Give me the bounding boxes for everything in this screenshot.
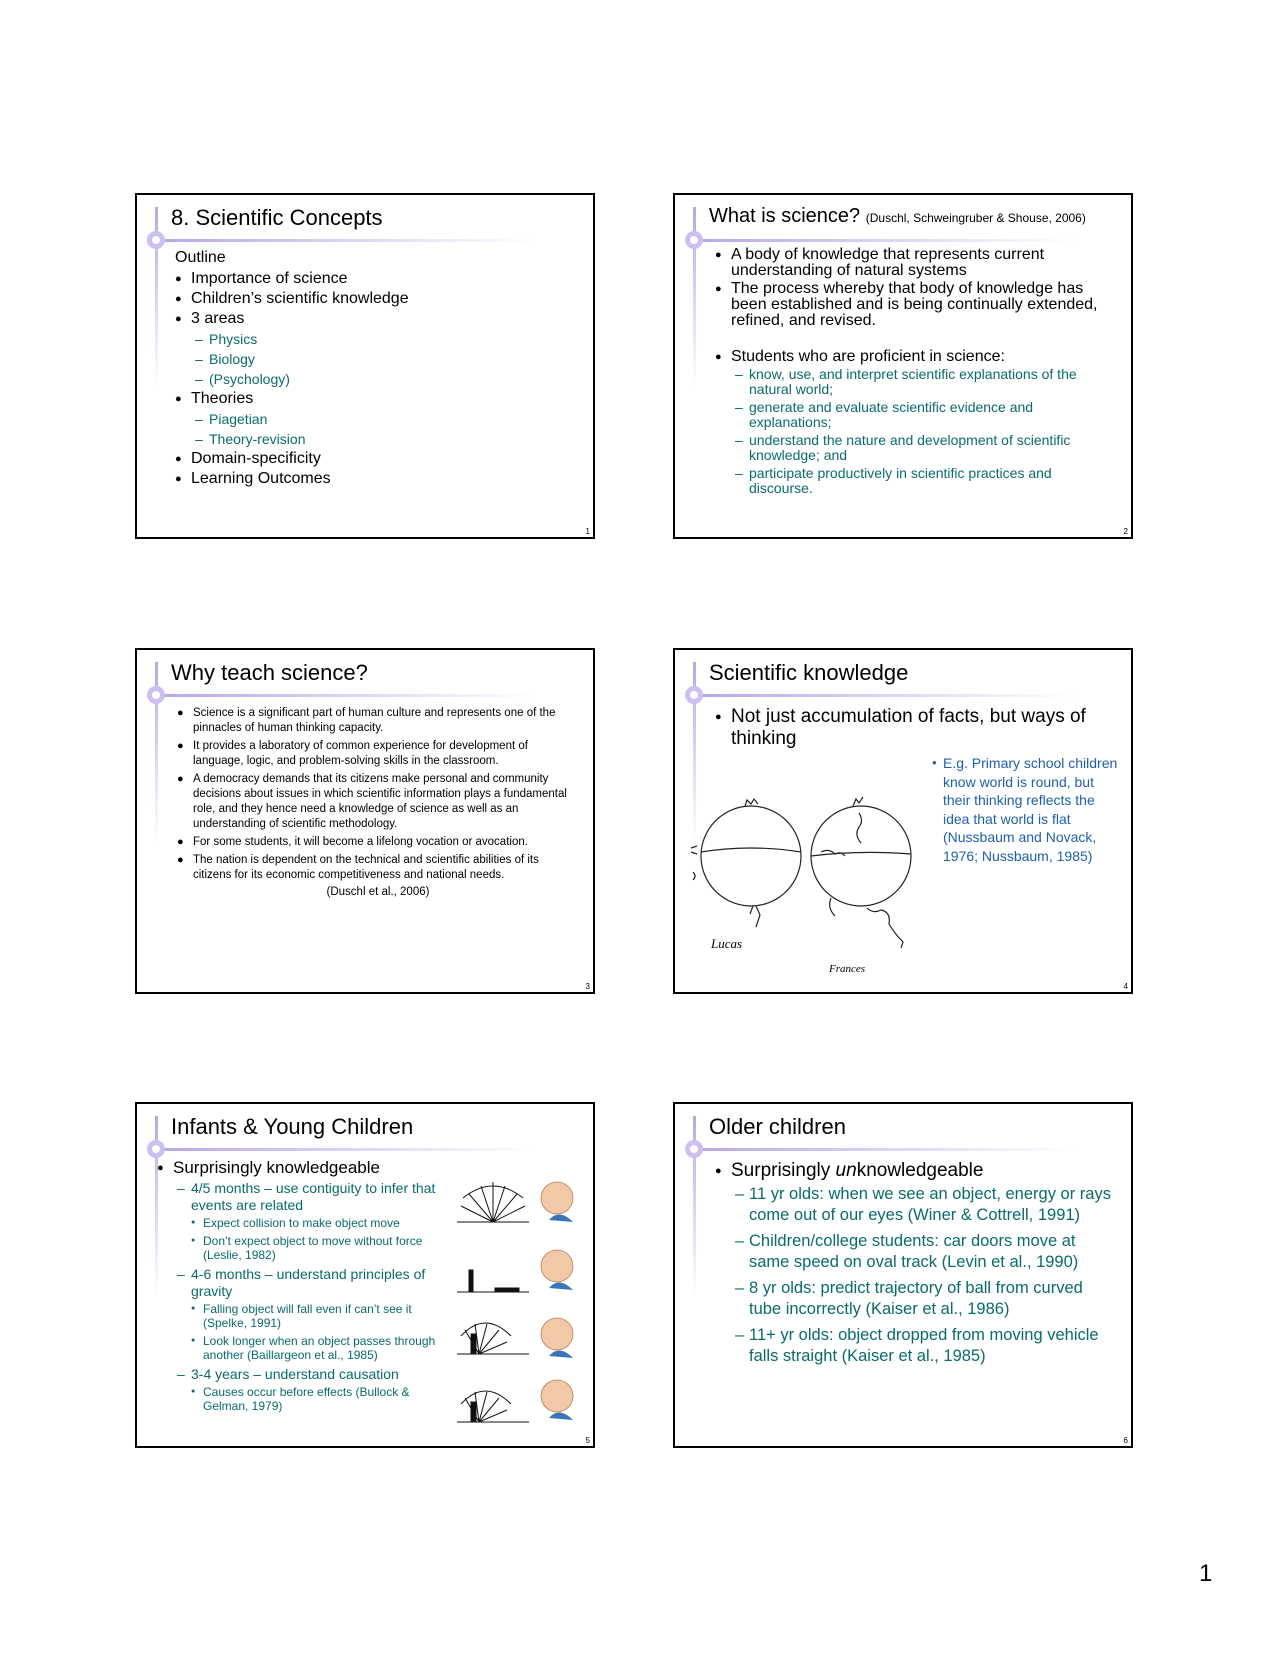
list-item: ● Surprisingly knowledgeable bbox=[157, 1158, 442, 1178]
list-item: – generate and evaluate scientific evidence and explanations; bbox=[735, 400, 1119, 430]
list-item: – know, use, and interpret scientific explanations of the natural world; bbox=[735, 367, 1119, 397]
list-item: – Biology bbox=[195, 349, 581, 369]
slide-6 bbox=[673, 1102, 1133, 1448]
bullet-prefix: Surprisingly bbox=[731, 1160, 836, 1181]
list-item: – Theory-revision bbox=[195, 429, 581, 449]
older-children-list bbox=[715, 1158, 1117, 1367]
list-item: ● The process whereby that body of knowledge has been established and is being continually extended, refined, and revised. bbox=[715, 281, 1119, 329]
infant-list bbox=[157, 1158, 442, 1413]
example-note bbox=[932, 754, 1123, 865]
slide-title: Why teach science? bbox=[171, 660, 368, 685]
infant-experiment-illustrations bbox=[449, 1174, 589, 1434]
list-item: ● Importance of science bbox=[175, 269, 581, 289]
definition-list bbox=[715, 247, 1119, 329]
list-item: – (Psychology) bbox=[195, 369, 581, 389]
list-item: ● The nation is dependent on the technical and scientific abilities of its citizens for its economic competitiveness and national needs. bbox=[177, 853, 579, 883]
bullet-suffix: knowledgeable bbox=[856, 1160, 984, 1181]
outline-list bbox=[175, 269, 581, 489]
title-text: What is science? bbox=[709, 205, 861, 227]
list-item: ● Children’s scientific knowledge bbox=[175, 289, 581, 309]
list-item: ● A body of knowledge that represents current understanding of natural systems bbox=[715, 247, 1119, 279]
bullet-emphasis: un bbox=[835, 1160, 857, 1181]
list-item: – understand the nature and development of scientific knowledge; and bbox=[735, 433, 1119, 463]
page-number: 1 bbox=[1199, 1560, 1213, 1587]
slide-title: 8. Scientific Concepts bbox=[171, 205, 383, 230]
slide-title bbox=[709, 205, 1086, 228]
slide-title: Scientific knowledge bbox=[709, 660, 909, 685]
reasons-list bbox=[177, 706, 579, 883]
slide-4 bbox=[673, 648, 1133, 994]
slide-number: 5 bbox=[585, 1436, 590, 1445]
list-item: ● Causes occur before effects (Bullock & Gelman, 1979) bbox=[191, 1385, 442, 1413]
baby-head-icons bbox=[541, 1182, 573, 1420]
slide-number: 4 bbox=[1123, 982, 1128, 991]
child-name-lucas: Lucas bbox=[711, 936, 743, 951]
list-item: ● Students who are proficient in science: bbox=[715, 347, 1119, 367]
slide-number: 6 bbox=[1123, 1436, 1128, 1445]
outline-heading: Outline bbox=[175, 249, 226, 266]
list-item: – Children/college students: car doors move at same speed on oval track (Levin et al., 1990) bbox=[735, 1231, 1117, 1273]
example-bullet-icon: ● bbox=[932, 758, 937, 767]
slide-5 bbox=[135, 1102, 595, 1448]
child-name-frances: Frances bbox=[829, 963, 866, 975]
list-item: ● For some students, it will become a lifelong vocation or avocation. bbox=[177, 835, 579, 850]
list-item bbox=[715, 1158, 1117, 1184]
list-item: – 8 yr olds: predict trajectory of ball from curved tube incorrectly (Kaiser et al., 1986) bbox=[735, 1278, 1117, 1320]
list-item: ● Domain-specificity bbox=[175, 449, 581, 469]
list-item: – 11+ yr olds: object dropped from moving vehicle falls straight (Kaiser et al., 1985) bbox=[735, 1325, 1117, 1367]
list-item: ● A democracy demands that its citizens make personal and community decisions about issues in which scientific information plays a fundamental role, and they hence need a knowledge of science as well as an understanding of scientific methodology. bbox=[177, 772, 579, 832]
list-item: ● Learning Outcomes bbox=[175, 469, 581, 489]
slide-2 bbox=[673, 193, 1133, 539]
slide-1 bbox=[135, 193, 595, 539]
list-item: ● Look longer when an object passes through another (Baillargeon et al., 1985) bbox=[191, 1334, 442, 1362]
proficiency-list bbox=[715, 347, 1119, 496]
slide-title: Older children bbox=[709, 1114, 846, 1139]
list-item: ● Falling object will fall even if can’t see it (Spelke, 1991) bbox=[191, 1302, 442, 1330]
knowledge-list bbox=[715, 706, 1119, 750]
list-item: ● Expect collision to make object move bbox=[191, 1216, 442, 1230]
list-item: ● 3 areas bbox=[175, 309, 581, 329]
list-item: – participate productively in scientific practices and discourse. bbox=[735, 466, 1119, 496]
list-item: – 4/5 months – use contiguity to infer that events are related bbox=[177, 1180, 442, 1214]
slide-number: 3 bbox=[585, 982, 590, 991]
title-citation: (Duschl, Schweingruber & Shouse, 2006) bbox=[865, 211, 1086, 225]
list-item: ● It provides a laboratory of common experience for development of language, logic, and problem-solving skills in the classroom. bbox=[177, 739, 579, 769]
children-earth-drawings bbox=[681, 758, 941, 988]
list-item: ● Not just accumulation of facts, but ways of thinking bbox=[715, 706, 1119, 750]
list-item: ● Don’t expect object to move without force (Leslie, 1982) bbox=[191, 1234, 442, 1262]
list-item: – Piagetian bbox=[195, 409, 581, 429]
list-item: – Physics bbox=[195, 329, 581, 349]
list-item: ● Theories bbox=[175, 389, 581, 409]
list-item: – 11 yr olds: when we see an object, energy or rays come out of our eyes (Winer & Cottrell, 1991) bbox=[735, 1184, 1117, 1226]
slide-title: Infants & Young Children bbox=[171, 1114, 414, 1139]
list-item: – 3-4 years – understand causation bbox=[177, 1366, 442, 1383]
slide-number: 1 bbox=[585, 527, 590, 536]
slide-3 bbox=[135, 648, 595, 994]
example-text: E.g. Primary school children know world is round, but their thinking reflects the idea that world is flat (Nussbaum and Novack, 1976; Nussbaum, 1985) bbox=[943, 755, 1118, 864]
list-item: ● Science is a significant part of human culture and represents one of the pinnacles of human thinking capacity. bbox=[177, 706, 579, 736]
citation: (Duschl et al., 2006) bbox=[326, 886, 430, 898]
slide-number: 2 bbox=[1123, 527, 1128, 536]
list-item: – 4-6 months – understand principles of gravity bbox=[177, 1266, 442, 1300]
